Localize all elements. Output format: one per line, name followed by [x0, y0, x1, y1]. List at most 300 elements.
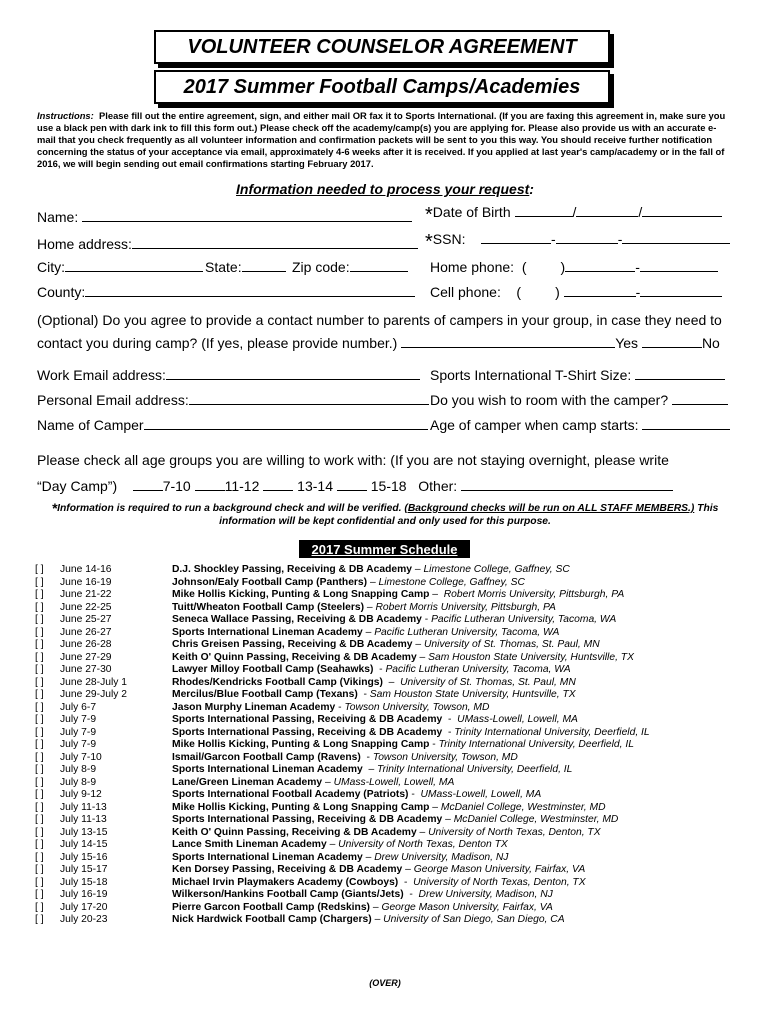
schedule-location: University of North Texas, Denton, TX — [413, 876, 586, 888]
schedule-separator: – — [412, 639, 424, 650]
state-field[interactable] — [205, 259, 286, 275]
name-label: Name: — [37, 209, 79, 225]
schedule-separator: – — [429, 589, 444, 600]
camper-name-field[interactable] — [37, 417, 428, 433]
home-phone-part1-line[interactable] — [565, 259, 635, 272]
schedule-camp-name: Jason Murphy Lineman Academy — [172, 701, 336, 713]
dob-field[interactable] — [425, 204, 722, 227]
schedule-location: Towson University, Towson, MD — [372, 751, 518, 763]
schedule-separator: – — [411, 564, 424, 575]
schedule-checkbox[interactable]: [ ] — [35, 739, 44, 750]
schedule-date: July 14-15 — [60, 839, 108, 850]
info-heading-text: Information needed to process your request — [236, 181, 530, 197]
schedule-location: McDaniel College, Westminster, MD — [453, 814, 619, 825]
schedule-separator: – — [364, 601, 376, 613]
schedule-checkbox[interactable]: [ ] — [35, 614, 44, 625]
schedule-checkbox[interactable]: [ ] — [35, 714, 44, 725]
schedule-checkbox[interactable]: [ ] — [35, 801, 44, 813]
schedule-separator: – — [429, 801, 441, 813]
personal-email-field[interactable] — [37, 392, 429, 408]
schedule-camp-name: Mike Hollis Kicking, Punting & Long Snapping Camp — [172, 739, 430, 750]
schedule-checkbox[interactable]: [ ] — [35, 789, 44, 800]
schedule-camp-name: Tuitt/Wheaton Football Camp (Steelers) — [172, 601, 365, 613]
schedule-separator: – — [382, 676, 401, 688]
age-710-checkline[interactable] — [133, 478, 163, 491]
age-groups-question — [37, 447, 737, 499]
county-field[interactable] — [37, 284, 415, 300]
schedule-row[interactable] — [35, 852, 745, 865]
ssn-sep: - — [617, 231, 623, 247]
schedule-checkbox[interactable]: [ ] — [35, 689, 44, 700]
schedule-location: McDaniel College, Westminster, MD — [440, 801, 606, 813]
schedule-camp-name: Mike Hollis Kicking, Punting & Long Snapping Camp — [172, 589, 430, 600]
schedule-camp-name: Nick Hardwick Football Camp (Chargers) — [172, 914, 372, 925]
schedule-location: University of North Texas, Denton TX — [338, 839, 508, 850]
home-phone-paren: ( — [521, 259, 527, 275]
schedule-camp-name: Sports International Football Academy (Patriots) — [172, 789, 409, 800]
schedule-list — [35, 564, 745, 927]
schedule-row[interactable] — [35, 764, 745, 777]
age-1112-label: 11-12 — [224, 478, 260, 494]
schedule-location: Trinity International University, Deerfield, IL — [438, 739, 634, 750]
schedule-camp-name: Rhodes/Kendricks Football Camp (Vikings) — [172, 676, 383, 688]
cell-phone-field[interactable] — [430, 284, 722, 300]
schedule-camp-name: Ken Dorsey Passing, Receiving & DB Academy — [172, 864, 403, 875]
schedule-checkbox[interactable]: [ ] — [35, 664, 44, 675]
dob-sep: / — [638, 204, 643, 220]
home-phone-part2-line[interactable] — [640, 259, 718, 272]
schedule-checkbox[interactable]: [ ] — [35, 726, 44, 738]
schedule-title-text: 2017 Summer Schedule — [311, 541, 458, 557]
cell-phone-sep: - — [635, 284, 641, 300]
home-phone-field[interactable] — [430, 259, 718, 275]
optional-line-1: (Optional) Do you agree to provide a contact number to parents of campers in your group, in case they need to — [37, 312, 722, 328]
schedule-row[interactable] — [35, 627, 745, 640]
schedule-location: UMass-Lowell, Lowell, MA — [333, 776, 455, 788]
schedule-separator: - — [429, 739, 439, 750]
schedule-row[interactable] — [35, 639, 745, 652]
schedule-date: July 9-12 — [60, 789, 102, 800]
camper-age-field[interactable] — [430, 417, 730, 433]
ssn-sep: - — [551, 231, 556, 247]
ssn-part1-line[interactable] — [481, 231, 551, 244]
personal-email-label: Personal Email address: — [37, 392, 189, 408]
schedule-checkbox[interactable]: [ ] — [35, 751, 44, 763]
schedule-separator: – — [371, 914, 384, 925]
schedule-checkbox[interactable]: [ ] — [35, 776, 44, 788]
zip-label: Zip code: — [292, 259, 350, 275]
zip-field[interactable] — [292, 259, 408, 275]
schedule-date: July 15-18 — [60, 876, 108, 888]
schedule-camp-entry — [172, 889, 553, 902]
schedule-date: July 8-9 — [60, 764, 97, 775]
schedule-row[interactable] — [35, 739, 745, 752]
schedule-row[interactable] — [35, 864, 745, 877]
schedule-date: July 8-9 — [60, 776, 97, 788]
over-footer: (OVER) — [369, 978, 401, 988]
schedule-location: Pacific Lutheran University, Tacoma, WA — [431, 614, 617, 625]
schedule-row[interactable] — [35, 914, 745, 927]
schedule-location: University of St. Thomas, St. Paul, MN — [400, 676, 576, 688]
schedule-checkbox[interactable]: [ ] — [35, 764, 44, 775]
home-phone-paren: ) — [560, 259, 566, 275]
schedule-location: Robert Morris University, Pittsburgh, PA — [443, 589, 625, 600]
schedule-date: July 11-13 — [60, 801, 107, 813]
schedule-row[interactable] — [35, 839, 745, 852]
work-email-field[interactable] — [37, 367, 420, 383]
schedule-checkbox[interactable]: [ ] — [35, 826, 44, 838]
cell-phone-paren: ( — [516, 284, 522, 300]
schedule-location: University of North Texas, Denton, TX — [428, 826, 601, 838]
schedule-separator: - — [360, 751, 373, 763]
schedule-row[interactable] — [35, 877, 745, 890]
schedule-camp-name: Sports International Lineman Academy — [172, 764, 363, 775]
camper-name-input-line[interactable] — [144, 417, 428, 430]
schedule-date: July 15-17 — [60, 864, 108, 875]
schedule-checkbox[interactable]: [ ] — [35, 701, 44, 713]
schedule-camp-entry — [172, 752, 518, 765]
schedule-date: June 27-30 — [60, 664, 112, 675]
schedule-date: June 27-29 — [60, 651, 112, 663]
info-heading — [0, 181, 770, 197]
cell-phone-part1-line[interactable] — [564, 284, 636, 297]
schedule-location: Pacific Lutheran University, Tacoma, WA — [385, 664, 571, 675]
schedule-location: Drew University, Madison, NJ — [374, 851, 509, 863]
schedule-camp-name: Sports International Lineman Academy — [172, 626, 363, 638]
cell-phone-paren: ) — [555, 284, 560, 300]
schedule-separator: - — [421, 614, 432, 625]
schedule-camp-name: Pierre Garcon Football Camp (Redskins) — [172, 901, 370, 913]
schedule-date: June 16-19 — [60, 576, 112, 588]
schedule-row[interactable] — [35, 752, 745, 765]
schedule-checkbox[interactable]: [ ] — [35, 601, 44, 613]
schedule-separator: – — [416, 651, 429, 663]
home-address-input-line[interactable] — [132, 236, 418, 249]
schedule-camp-entry — [172, 664, 571, 677]
schedule-row[interactable] — [35, 602, 745, 615]
schedule-checkbox[interactable]: [ ] — [35, 589, 44, 600]
instructions-lead: Instructions: — [37, 110, 94, 121]
age-1518-checkline[interactable] — [337, 478, 367, 491]
age-1314-label: 13-14 — [297, 478, 333, 494]
schedule-date: July 20-23 — [60, 914, 108, 925]
ssn-part3-line[interactable] — [622, 231, 730, 244]
schedule-row[interactable] — [35, 777, 745, 790]
county-input-line[interactable] — [85, 284, 415, 297]
name-field[interactable] — [37, 209, 412, 225]
schedule-row[interactable] — [35, 727, 745, 740]
schedule-date: June 21-22 — [60, 589, 112, 600]
schedule-camp-name: Sports International Lineman Academy — [172, 851, 363, 863]
dob-year-line[interactable] — [642, 204, 722, 217]
schedule-row[interactable] — [35, 677, 745, 690]
schedule-location: UMass-Lowell, Lowell, MA — [457, 714, 578, 725]
schedule-camp-entry — [172, 689, 576, 702]
schedule-camp-entry — [172, 839, 508, 852]
yes-label: Yes — [615, 335, 639, 351]
schedule-camp-entry — [172, 677, 576, 690]
schedule-separator: – — [402, 864, 414, 875]
optional-contact-question — [37, 309, 737, 355]
no-label: No — [701, 335, 720, 351]
schedule-location: Sam Houston State University, Huntsville, TX — [369, 689, 576, 700]
schedule-camp-name: Lawyer Milloy Football Camp (Seahawks) — [172, 664, 374, 675]
schedule-camp-name: Mercilus/Blue Football Camp (Texans) — [172, 689, 358, 700]
optional-line-2: contact you during camp? (If yes, please provide number.) — [37, 335, 398, 351]
schedule-row[interactable] — [35, 789, 745, 802]
age-710-label: 7-10 — [162, 478, 191, 494]
cell-phone-label: Cell phone: — [430, 284, 501, 300]
info-heading-colon: : — [529, 181, 534, 197]
schedule-camp-name: Michael Irvin Playmakers Academy (Cowboys) — [172, 876, 399, 888]
ssn-field[interactable] — [425, 231, 730, 254]
schedule-row[interactable] — [35, 889, 745, 902]
schedule-location: University of St. Thomas, St. Paul, MN — [424, 639, 600, 650]
schedule-camp-entry — [172, 652, 634, 665]
room-with-camper-input-line[interactable] — [672, 392, 728, 405]
age-1314-checkline[interactable] — [263, 478, 293, 491]
schedule-camp-name: Sports International Passing, Receiving & DB Academy — [172, 726, 443, 738]
schedule-date: June 29-July 2 — [60, 689, 127, 700]
schedule-camp-entry — [172, 602, 556, 615]
note-part3: This information will be kept confidential and only used for this purpose. — [219, 503, 719, 527]
schedule-checkbox[interactable]: [ ] — [35, 889, 44, 900]
schedule-separator: – — [369, 901, 382, 913]
schedule-date: June 26-28 — [60, 639, 112, 650]
schedule-date: July 15-16 — [60, 851, 108, 863]
schedule-camp-name: D.J. Shockley Passing, Receiving & DB Academy — [172, 564, 412, 575]
schedule-camp-entry — [172, 789, 541, 802]
schedule-checkbox[interactable]: [ ] — [35, 676, 44, 688]
schedule-separator: – — [362, 851, 375, 863]
schedule-camp-entry — [172, 777, 454, 790]
schedule-location: Pacific Lutheran University, Tacoma, WA — [374, 626, 560, 638]
schedule-camp-entry — [172, 914, 565, 927]
schedule-checkbox[interactable]: [ ] — [35, 839, 44, 850]
schedule-camp-entry — [172, 764, 572, 777]
schedule-row[interactable] — [35, 802, 745, 815]
name-input-line[interactable] — [82, 209, 412, 222]
age-other-label: Other: — [418, 478, 458, 494]
schedule-camp-entry — [172, 577, 525, 590]
personal-email-input-line[interactable] — [189, 392, 429, 405]
schedule-camp-entry — [172, 727, 650, 740]
schedule-camp-entry — [172, 877, 586, 890]
schedule-camp-name: Sports International Passing, Receiving & DB Academy — [172, 814, 443, 825]
schedule-location: Limestone College, Gaffney, SC — [423, 564, 570, 575]
schedule-checkbox[interactable]: [ ] — [35, 626, 44, 638]
schedule-checkbox[interactable]: [ ] — [35, 576, 44, 588]
schedule-separator: – — [442, 814, 454, 825]
schedule-date: June 28-July 1 — [60, 676, 127, 688]
note-part1: Information is required to run a background check and will be verified. — [57, 503, 405, 514]
dob-label: Date of Birth — [432, 204, 511, 220]
schedule-camp-entry — [172, 589, 624, 602]
ssn-required-star: * — [425, 231, 433, 253]
schedule-camp-name: Seneca Wallace Passing, Receiving & DB Academy — [172, 614, 422, 625]
schedule-date: July 7-9 — [60, 726, 97, 738]
schedule-checkbox[interactable]: [ ] — [35, 914, 44, 925]
dob-sep: / — [572, 204, 577, 220]
schedule-camp-name: Wilkerson/Hankins Football Camp (Giants/Jets) — [172, 889, 404, 900]
tshirt-size-input-line[interactable] — [635, 367, 725, 380]
age-groups-line-2: “Day Camp”) — [37, 478, 118, 494]
dob-day-line[interactable] — [576, 204, 638, 217]
schedule-row[interactable] — [35, 814, 745, 827]
background-check-note — [37, 502, 733, 528]
schedule-row[interactable] — [35, 577, 745, 590]
schedule-row[interactable] — [35, 827, 745, 840]
schedule-location: Trinity International University, Deerfield, IL — [454, 726, 650, 738]
schedule-camp-entry — [172, 802, 606, 815]
schedule-row[interactable] — [35, 664, 745, 677]
schedule-checkbox[interactable]: [ ] — [35, 851, 44, 863]
ssn-part2-line[interactable] — [556, 231, 618, 244]
work-email-input-line[interactable] — [166, 367, 420, 380]
schedule-row[interactable] — [35, 714, 745, 727]
schedule-location: Drew University, Madison, NJ — [418, 889, 553, 900]
schedule-camp-name: Mike Hollis Kicking, Punting & Long Snapping Camp — [172, 801, 430, 813]
schedule-date: June 25-27 — [60, 614, 112, 625]
schedule-camp-entry — [172, 827, 601, 840]
schedule-date: July 13-15 — [60, 826, 108, 838]
schedule-row[interactable] — [35, 564, 745, 577]
schedule-separator: - — [398, 876, 414, 888]
schedule-checkbox[interactable]: [ ] — [35, 639, 44, 650]
schedule-date: June 22-25 — [60, 601, 112, 613]
cell-phone-part2-line[interactable] — [640, 284, 722, 297]
schedule-location: Robert Morris University, Pittsburgh, PA — [375, 601, 556, 613]
schedule-camp-name: Keith O' Quinn Passing, Receiving & DB Academy — [172, 651, 417, 663]
schedule-camp-name: Chris Greisen Passing, Receiving & DB Academy — [172, 639, 413, 650]
schedule-separator: - — [335, 701, 345, 713]
schedule-date: June 26-27 — [60, 626, 112, 638]
instructions-block — [37, 110, 733, 170]
schedule-checkbox[interactable]: [ ] — [35, 814, 44, 825]
state-label: State: — [205, 259, 242, 275]
schedule-camp-name: Ismail/Garcon Football Camp (Ravens) — [172, 751, 361, 763]
schedule-separator: - — [357, 689, 370, 700]
home-phone-sep: - — [635, 259, 640, 275]
schedule-camp-entry — [172, 714, 578, 727]
schedule-checkbox[interactable]: [ ] — [35, 864, 44, 875]
home-phone-label: Home phone: — [430, 259, 515, 275]
schedule-checkbox[interactable]: [ ] — [35, 876, 44, 888]
schedule-location: University of San Diego, San Diego, CA — [383, 914, 565, 925]
schedule-date: July 17-20 — [60, 901, 108, 913]
schedule-location: Trinity International University, Deerfield, IL — [377, 764, 573, 775]
schedule-checkbox[interactable]: [ ] — [35, 564, 44, 575]
schedule-row[interactable] — [35, 652, 745, 665]
city-label: City: — [37, 259, 65, 275]
camper-age-label: Age of camper when camp starts: — [430, 417, 639, 433]
schedule-row[interactable] — [35, 689, 745, 702]
schedule-date: June 14-16 — [60, 564, 112, 575]
schedule-camp-name: Sports International Passing, Receiving & DB Academy — [172, 714, 443, 725]
zip-input-line[interactable] — [350, 259, 408, 272]
age-1112-checkline[interactable] — [195, 478, 225, 491]
schedule-camp-entry — [172, 902, 553, 915]
no-answer-line[interactable] — [642, 335, 702, 348]
schedule-checkbox[interactable]: [ ] — [35, 901, 44, 913]
schedule-camp-entry — [172, 864, 585, 877]
note-star: * — [51, 500, 58, 516]
schedule-row[interactable] — [35, 902, 745, 915]
ssn-label: SSN: — [432, 231, 466, 247]
schedule-camp-entry — [172, 702, 489, 715]
room-with-camper-field[interactable] — [430, 392, 728, 408]
camper-name-label: Name of Camper — [37, 417, 144, 433]
schedule-date: July 16-19 — [60, 889, 108, 900]
schedule-camp-entry — [172, 614, 616, 627]
room-with-camper-label: Do you wish to room with the camper? — [430, 392, 669, 408]
schedule-date: July 7-10 — [60, 751, 102, 763]
schedule-camp-name: Lance Smith Lineman Academy — [172, 839, 327, 850]
schedule-separator: – — [367, 576, 379, 588]
city-input-line[interactable] — [65, 259, 203, 272]
home-address-field[interactable] — [37, 236, 418, 252]
schedule-camp-entry — [172, 627, 559, 640]
schedule-date: July 11-13 — [60, 814, 107, 825]
camper-age-input-line[interactable] — [642, 417, 730, 430]
tshirt-size-label: Sports International T-Shirt Size: — [430, 367, 632, 383]
schedule-location: UMass-Lowell, Lowell, MA — [420, 789, 542, 800]
schedule-camp-entry — [172, 814, 618, 827]
tshirt-size-field[interactable] — [430, 367, 725, 383]
county-label: County: — [37, 284, 86, 300]
schedule-separator: – — [416, 826, 429, 838]
dob-required-star: * — [425, 204, 433, 226]
schedule-title — [299, 540, 470, 558]
schedule-checkbox[interactable]: [ ] — [35, 651, 44, 663]
work-email-label: Work Email address: — [37, 367, 166, 383]
schedule-camp-name: Johnson/Ealy Football Camp (Panthers) — [172, 576, 368, 588]
schedule-camp-name: Keith O' Quinn Passing, Receiving & DB Academy — [172, 826, 417, 838]
age-1518-label: 15-18 — [370, 478, 407, 494]
schedule-separator: - — [408, 789, 421, 800]
schedule-date: July 7-9 — [60, 739, 97, 750]
agreement-title: VOLUNTEER COUNSELOR AGREEMENT — [154, 30, 610, 64]
schedule-date: July 7-9 — [60, 714, 97, 725]
schedule-location: Limestone College, Gaffney, SC — [378, 576, 525, 588]
schedule-camp-entry — [172, 852, 508, 865]
agreement-subtitle: 2017 Summer Football Camps/Academies — [154, 70, 610, 104]
schedule-separator: – — [326, 839, 339, 850]
schedule-row[interactable] — [35, 589, 745, 602]
schedule-separator: - — [403, 889, 419, 900]
state-input-line[interactable] — [242, 259, 286, 272]
dob-month-line[interactable] — [515, 204, 573, 217]
schedule-row[interactable] — [35, 614, 745, 627]
schedule-camp-name: Lane/Green Lineman Academy — [172, 776, 323, 788]
schedule-location: George Mason University, Fairfax, VA — [413, 864, 586, 875]
schedule-location: George Mason University, Fairfax, VA — [381, 901, 553, 913]
schedule-separator: – — [362, 626, 375, 638]
instructions-text: Please fill out the entire agreement, sign, and either mail OR fax it to Sports International. (If you are faxing this agreement in, make sure you use a black pen with dark ink to fill this form out.) Please check off the academy/camp(s) you are applying for. Please also provide us with an accurate e-mail that you check frequently as all volunteer information and confirmation packets will be sent to you this way. You should receive further notification concerning the status of your acceptance via email, approximately 4-6 weeks after it is received. If you applied at last year's camp/academy or in the fall of 2016, we will begin sending out email confirmations starting February 2017. — [37, 110, 726, 169]
home-address-label: Home address: — [37, 236, 132, 252]
schedule-camp-entry — [172, 739, 634, 752]
schedule-separator: - — [373, 664, 386, 675]
schedule-separator: - — [442, 726, 455, 738]
schedule-location: Towson University, Towson, MD — [344, 701, 490, 713]
contact-number-line[interactable] — [401, 335, 615, 348]
schedule-row[interactable] — [35, 702, 745, 715]
age-other-input-line[interactable] — [461, 478, 673, 491]
schedule-location: Sam Houston State University, Huntsville, TX — [428, 651, 634, 663]
city-field[interactable] — [37, 259, 203, 275]
schedule-camp-entry — [172, 639, 600, 652]
age-groups-line-1: Please check all age groups you are willing to work with: (If you are not staying overnight, please write — [37, 452, 669, 468]
